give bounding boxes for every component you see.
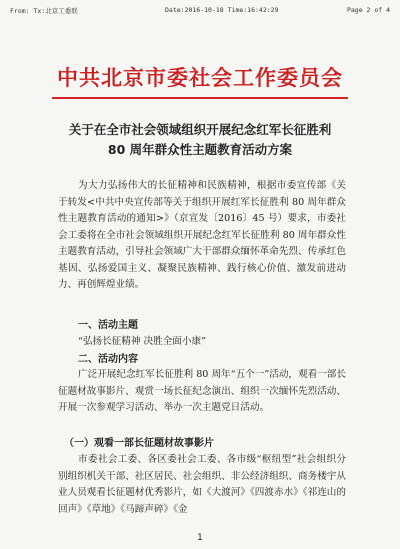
films-paragraph: 市委社会工委、各区委社会工委、各市级“枢纽型”社会组织分别组织机关干部、社区居民、社会组织、非公经济组织、商务楼宇从业人员观看长征题材优秀影片，如《大渡河》《四渡赤水》《祁连山的回声》《草地》《马蹄声碎》《金 [58, 454, 346, 515]
fax-timestamp: Date:2016-10-18 Time:16:42:29 [165, 6, 279, 14]
intro-paragraph: 为大力弘扬伟大的长征精神和民族精神，根据市委宣传部《关于转发<中共中央宣传部等关于组织开展红军长征胜利 80 周年群众性主题教育活动的通知>》（京宣发〔2016〕45 号）要求，市委社会工委将在全市社会领域组织开展纪念红军长征胜利 80 周年群众性主题教育活动，引导社会领域广大干部群众缅怀革命先烈、传承红色基因、弘扬爱国主义、凝聚民族精神、践行核心价值、激发前进动力、再创辉煌业绩。 [58, 180, 346, 290]
document-title-line-1: 关于在全市社会领域组织开展纪念红军长征胜利 [68, 122, 332, 137]
theme-slogan: “弘扬长征精神 决胜全面小康” [78, 336, 206, 347]
red-divider-rule [52, 97, 348, 99]
document-title-line-2: 80 周年群众性主题教育活动方案 [107, 142, 293, 157]
content-paragraph: 广泛开展纪念红军长征胜利 80 周年“五个一”活动，观看一部长征题材故事影片、观赏一场长征纪念演出、组织一次缅怀先烈活动、开展一次参观学习活动、举办一次主题党日活动。 [58, 369, 346, 413]
page-number: 1 [197, 533, 203, 543]
fax-page-indicator: Page 2 of 4 [346, 6, 390, 14]
fax-sender: From: Tx:北京工委联 [10, 7, 78, 15]
section-heading-content: 二、活动内容 [78, 354, 138, 365]
section-heading-theme: 一、活动主题 [78, 320, 138, 331]
fax-header [10, 6, 390, 18]
issuing-agency-heading: 中共北京市委社会工作委员会 [57, 66, 343, 90]
subsection-heading-films: （一）观看一部长征题材故事影片 [64, 438, 214, 449]
